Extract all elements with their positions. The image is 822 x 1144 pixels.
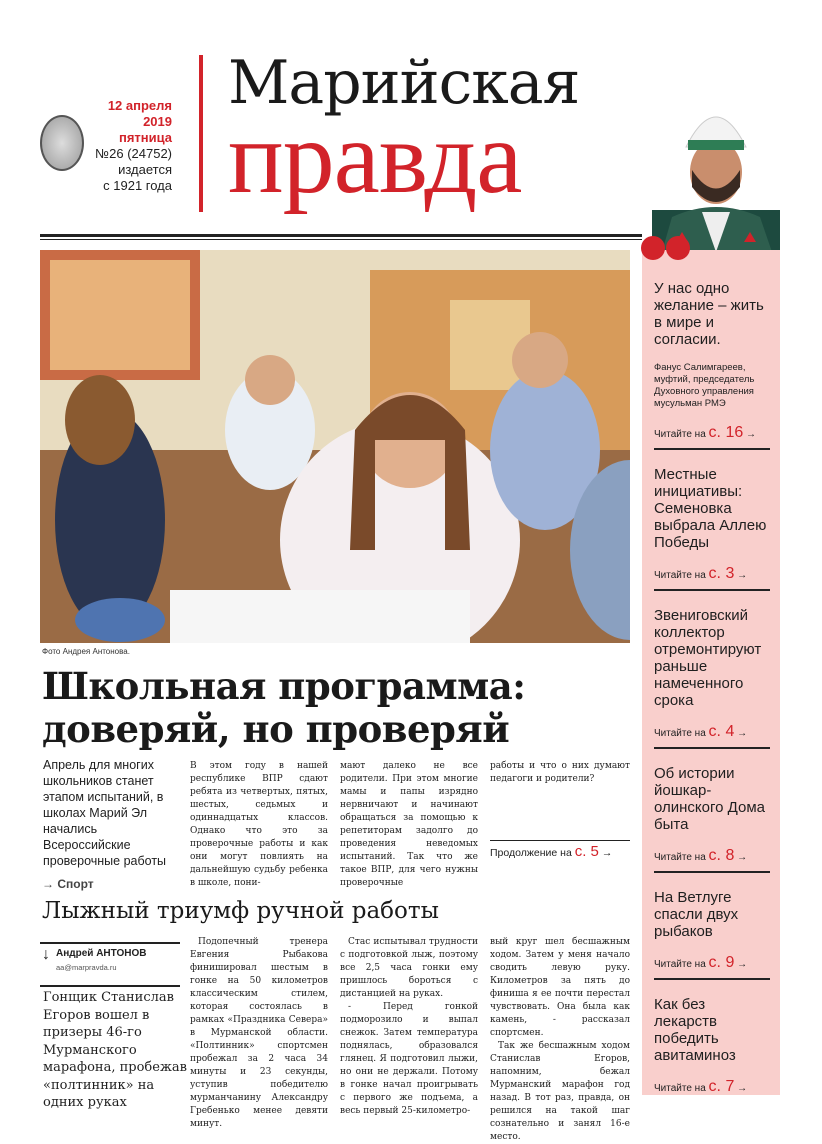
issue-weekday: пятница xyxy=(118,130,172,145)
sidebar-teaser[interactable] xyxy=(654,607,768,749)
page-ref: с. 9 xyxy=(708,954,735,971)
teaser-title: Об истории йошкар-олинского Дома быта xyxy=(654,765,765,833)
sidebar-teaser[interactable] xyxy=(654,765,768,873)
teaser-title: Как без лекарств победить авитаминоз xyxy=(654,996,736,1064)
read-more-link[interactable] xyxy=(654,1078,768,1096)
arrow-right-icon: → xyxy=(746,429,757,440)
read-more-link[interactable] xyxy=(654,424,768,442)
sidebar-teasers xyxy=(642,250,780,1095)
page-ref: с. 16 xyxy=(708,424,744,441)
page-ref: с. 7 xyxy=(708,1078,735,1095)
divider xyxy=(654,747,770,749)
read-label: Читайте на xyxy=(654,1083,706,1094)
paragraph: - Перед гонкой подморозило и выпал снежок. Затем температура поднялась, образовался глянец. Я подготовил лыжи, но они не держали. Потому в гонке начал проигрывать с первого же подъема, а весь первый 25-километро- xyxy=(340,1002,478,1116)
quote-author: Фанус Салимгареев, муфтий, председатель Духовного управления мусульман РМЭ xyxy=(654,362,755,409)
teaser-title: Звениговский коллектор отремонтируют раньше намеченного срока xyxy=(654,607,762,709)
since-year: с 1921 года xyxy=(103,178,172,193)
continued-label: Продолжение на xyxy=(490,847,572,859)
issue-info xyxy=(90,98,172,194)
issue-date: 12 апреля 2019 xyxy=(107,98,172,129)
read-label: Читайте на xyxy=(654,728,706,739)
arrow-right-icon: → xyxy=(737,959,748,970)
photo-caption: Фото Андрея Антонова. xyxy=(42,647,130,656)
arrow-right-icon: → xyxy=(737,728,748,739)
continued-link[interactable] xyxy=(490,843,612,860)
sport-column-1 xyxy=(190,936,328,1131)
sidebar-teaser[interactable] xyxy=(654,996,768,1096)
sport-headline[interactable]: Лыжный триумф ручной работы xyxy=(42,898,439,924)
headline-line1: Школьная программа: xyxy=(42,664,526,708)
read-more-link[interactable] xyxy=(654,565,768,583)
read-label: Читайте на xyxy=(654,852,706,863)
lead-column-1: В этом году в нашей республике ВПР сдают ребята из четвертых, пятых, шестых, седьмых и одиннадцатых классов. Однако что это за проверочные работы и как они могут повлиять на дальнейшую судьбу ребенка в школе, пони- xyxy=(190,761,328,888)
quote-text: У нас одно желание – жить в мире и согласии. xyxy=(654,280,764,348)
paragraph: Стас испытывал трудности с подготовкой лыж, поэтому все 2,5 часа гонки ему пришлось бороться с дистанцией на руках. xyxy=(340,937,478,999)
masthead-divider xyxy=(199,55,203,212)
masthead-title-line1: Марийская xyxy=(228,48,580,118)
since-label: издается xyxy=(118,162,172,177)
sport-column-3 xyxy=(490,936,630,1144)
read-label: Читайте на xyxy=(654,429,706,440)
sidebar-teaser[interactable] xyxy=(654,466,768,591)
read-more-link[interactable] xyxy=(654,847,768,865)
section-rubric-sport[interactable]: → Спорт xyxy=(42,877,94,891)
paragraph: вый круг шел бесшажным ходом. Затем у меня начало сводить левую руку. Километров за пять до финиша я ее почти перестал чувствовать. Она была как камень, - рассказал спортсмен. xyxy=(490,937,630,1038)
masthead-rule xyxy=(40,234,642,237)
page-ref: с. 5 xyxy=(574,843,599,860)
teaser-title: На Ветлуге спасли двух рыбаков xyxy=(654,889,739,940)
issue-number: №26 (24752) xyxy=(95,146,172,161)
sport-lede: Гонщик Станислав Егоров вошел в призеры 46-го Мурманского марафона, пробежав «полтинник» на одних руках xyxy=(43,990,187,1110)
paragraph: Так же бесшажным ходом Станислав Егоров, напомним, бежал Мурманский марафон год назад. В тот раз, правда, он решился на такой шаг сознательно и занял 16-е место. xyxy=(490,1041,630,1142)
lead-headline[interactable] xyxy=(42,665,525,751)
read-label: Читайте на xyxy=(654,570,706,581)
page-ref: с. 3 xyxy=(708,565,735,582)
lead-column-3: работы и что о них думают педагоги и родители? xyxy=(490,761,630,784)
read-more-link[interactable] xyxy=(654,954,768,972)
sport-column-2 xyxy=(340,936,478,1118)
divider xyxy=(654,448,770,450)
quote-marks-icon xyxy=(640,234,692,262)
arrow-right-icon: → xyxy=(737,570,748,581)
author-name: Андрей АНТОНОВ xyxy=(56,948,147,959)
arrow-right-icon: → xyxy=(737,1083,748,1094)
sidebar-quote[interactable] xyxy=(654,280,768,450)
masthead-rule-thin xyxy=(40,239,642,240)
arrow-right-icon: → xyxy=(601,847,613,859)
page-ref: с. 8 xyxy=(708,847,735,864)
masthead-title-line2: правда xyxy=(228,100,522,215)
paragraph: Подопечный тренера Евгения Рыбакова финишировал шестым в гонке на 50 километров классическим стилем, которая состоялась в рамках «Праздника Севера» в Мурманской области. «Полтинник» спортсмен пробежал за 2 часа 34 минуты и 23 секунды, уступив победителю мурманчанину Александру Гребенько менее девяти минут. xyxy=(190,937,328,1129)
arrow-down-icon: ↓ xyxy=(42,946,50,963)
coat-of-arms-seal xyxy=(40,115,84,171)
headline-line2: доверяй, но проверяй xyxy=(42,707,510,751)
lead-column-2: мают далеко не все родители. При этом многие мамы и папы изрядно нервничают и начинают обращаться за помощью к репетиторам задолго до проведения неведомых испытаний. Так что же такое ВПР, для чего нужны проверочные xyxy=(340,761,478,888)
read-label: Читайте на xyxy=(654,959,706,970)
page-ref: с. 4 xyxy=(708,723,735,740)
divider xyxy=(40,985,180,987)
mufti-portrait xyxy=(652,92,780,252)
divider xyxy=(40,942,180,944)
lead-lede: Апрель для многих школьников станет этапом испытаний, в школах Марий Эл начались Всероссийские проверочные работы xyxy=(43,758,167,868)
divider xyxy=(490,840,630,841)
arrow-right-icon: → xyxy=(737,852,748,863)
author-email[interactable]: aa@marpravda.ru xyxy=(56,963,117,972)
divider xyxy=(654,871,770,873)
main-photo-classroom xyxy=(40,250,630,643)
sidebar-teaser[interactable] xyxy=(654,889,768,980)
divider xyxy=(654,589,770,591)
teaser-title: Местные инициативы: Семеновка выбрала Аллею Победы xyxy=(654,466,767,551)
read-more-link[interactable] xyxy=(654,723,768,741)
divider xyxy=(654,978,770,980)
